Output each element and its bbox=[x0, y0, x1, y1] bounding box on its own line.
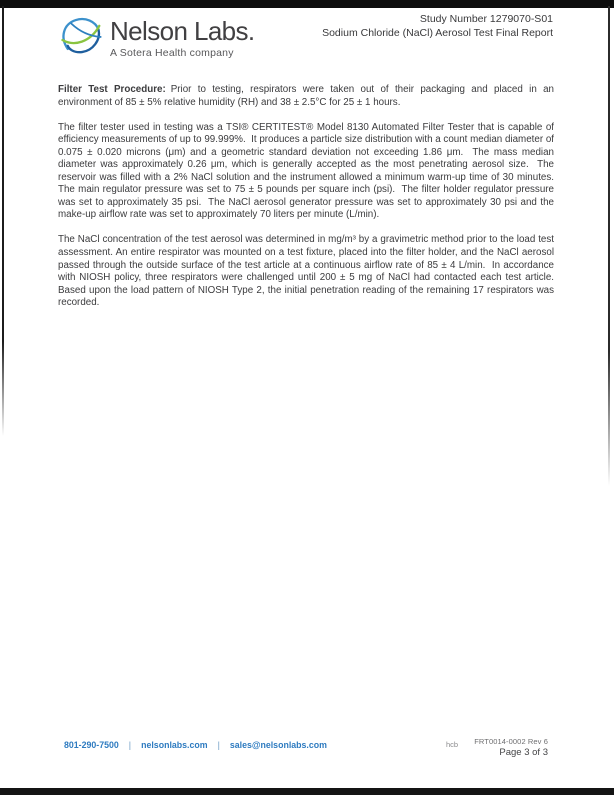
footer-website-link[interactable]: nelsonlabs.com bbox=[141, 740, 208, 750]
filter-tester-paragraph: The filter tester used in testing was a TSI® CERTITEST® Model 8130 Automated Filter Tester that is capable of efficiency measurements of up to 99.999%. It produces a particle size distribution with a count median diameter of 0.075 ± 0.020 microns (μm) and a geometric standard deviation not exceeding 1.86 μm. The mass median diameter was approximately 0.26 μm, which is generally accepted as the most penetrating aerosol size. The reservoir was filled with a 2% NaCl solution and the instrument allowed a minimum warm-up time of 30 minutes. The main regulator pressure was set to 75 ± 5 pounds per square inch (psi). The filter holder regulator pressure was set to approximately 35 psi. The NaCl aerosol generator pressure was set to approximately 30 psi and the make-up airflow rate was set to approximately 70 liters per minute (L/min). bbox=[58, 121, 560, 221]
scan-border-right bbox=[608, 6, 610, 486]
report-header-block bbox=[322, 13, 553, 40]
paragraph-text: Prior to testing, respirators were taken out of their packaging and placed in an environment of 85 ± 5% relative humidity (RH) and 38 ± 2.5°C for 25 ± 1 hours. bbox=[58, 84, 557, 108]
logo-text-block bbox=[110, 15, 255, 59]
paragraph-lead-label: Filter Test Procedure: bbox=[58, 84, 166, 95]
footer-page-number: Page 3 of 3 bbox=[499, 747, 548, 758]
scan-border-bottom bbox=[0, 788, 614, 795]
nelson-labs-logo bbox=[58, 15, 255, 59]
study-number: Study Number 1279070-S01 bbox=[419, 13, 553, 25]
globe-swoosh-icon bbox=[58, 15, 106, 58]
scan-border-top bbox=[0, 0, 614, 8]
logo-wordmark: Nelson Labs. bbox=[110, 16, 255, 46]
footer-separator: | bbox=[128, 740, 132, 750]
footer-meta-block bbox=[474, 737, 548, 758]
report-body bbox=[58, 84, 560, 322]
footer-contact-links bbox=[64, 740, 327, 750]
footer-email-link[interactable]: sales@nelsonlabs.com bbox=[229, 740, 327, 750]
report-title: Sodium Chloride (NaCl) Aerosol Test Final Report bbox=[322, 26, 553, 39]
nacl-concentration-paragraph: The NaCl concentration of the test aerosol was determined in mg/m³ by a gravimetric method prior to the load test assessment. An entire respirator was mounted on a test fixture, placed into the filter holder, and the NaCl aerosol passed through the outside surface of the test article at a continuous airflow rate of 85 ± 4 L/min. In accordance with NIOSH policy, three respirators were challenged until 200 ± 5 mg of NaCl had contacted each test article. Based upon the load pattern of NIOSH Type 2, the initial penetration reading of the remaining 17 respirators was recorded. bbox=[58, 234, 560, 309]
logo-tagline: A Sotera Health company bbox=[110, 47, 234, 59]
scan-border-left bbox=[2, 6, 4, 436]
filter-test-procedure-paragraph bbox=[58, 84, 557, 109]
footer-separator: | bbox=[217, 740, 220, 750]
footer-doc-number: FRT0014-0002 Rev 6 bbox=[474, 737, 548, 746]
footer-initials: hcb bbox=[446, 740, 459, 749]
footer-phone-link[interactable]: 801-290-7500 bbox=[64, 740, 119, 750]
